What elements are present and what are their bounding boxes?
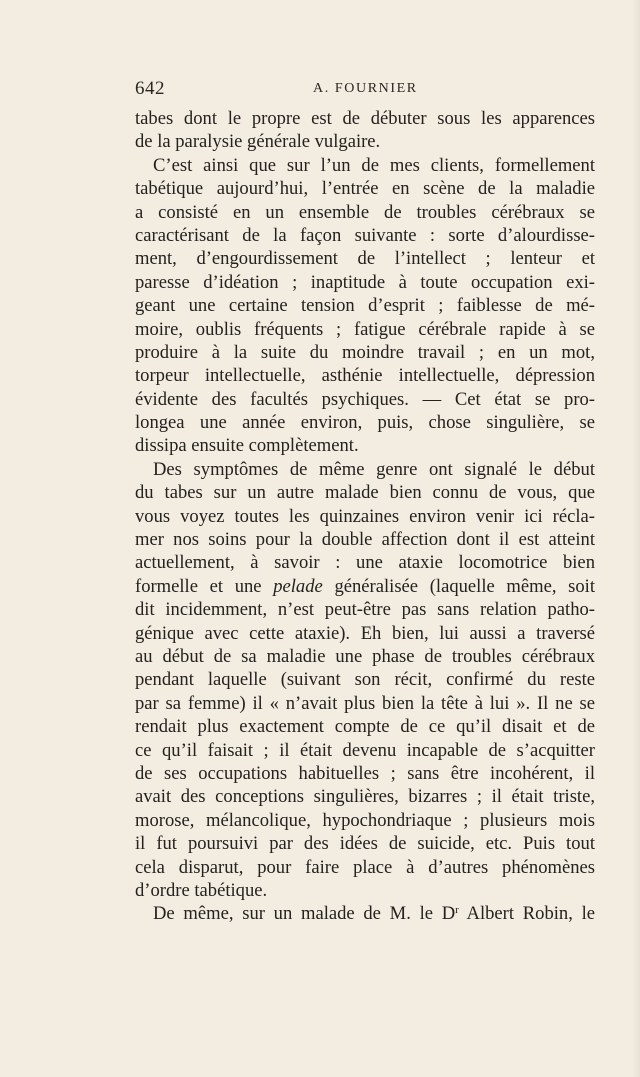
text-line: évidente des facultés psychiques. — Cet état se pro- (135, 388, 595, 410)
text-line: au début de sa maladie une phase de troubles cérébraux (135, 645, 595, 667)
text-line: pendant laquelle (suivant son récit, confirmé du reste (135, 669, 595, 691)
text-line: geant une certaine tension d’esprit ; faiblesse de mé- (135, 295, 595, 317)
text-fragment: formelle et une (135, 575, 262, 597)
text-line: produire à la suite du moindre travail ; en un mot, (135, 341, 595, 363)
page-number: 642 (135, 78, 165, 99)
text-line: du tabes sur un autre malade bien connu de vous, que (135, 482, 595, 504)
text-line: actuellement, à savoir : une ataxie locomotrice bien (135, 552, 595, 574)
text-line: génique avec cette ataxie). Eh bien, lui aussi a traversé (135, 622, 595, 644)
text-line: tabes dont le propre est de débuter sous les apparences (135, 108, 595, 129)
text-line: morose, mélancolique, hypochondriaque ; plusieurs mois (135, 809, 595, 831)
text-line: de ses occupations habituelles ; sans être incohérent, il (135, 762, 595, 784)
page-header (135, 78, 595, 102)
text-line: vous voyez toutes les quinzaines environ venir ici récla- (135, 505, 595, 527)
text-line: d’ordre tabétique. (135, 879, 268, 901)
text-line: a consisté en un ensemble de troubles cérébraux se (135, 201, 595, 223)
text-line (135, 902, 595, 925)
text-fragment: De même, sur un malade de M. le D (153, 903, 456, 925)
text-line: moire, oublis fréquents ; fatigue cérébrale rapide à se (135, 318, 595, 340)
text-line: paresse d’idéation ; inaptitude à toute occupation exi- (135, 271, 595, 293)
text-line: de la paralysie générale vulgaire. (135, 131, 381, 153)
text-line: cela disparut, pour faire place à d’autres phénomènes (135, 856, 595, 878)
running-head: A. FOURNIER (313, 81, 418, 96)
text-line: rendait plus exactement compte de ce qu’il disait et de (135, 716, 595, 738)
page-edge-shadow (632, 0, 640, 1077)
text-line: caractérisant de la façon suivante : sorte d’alourdisse- (135, 224, 595, 246)
text-line: dissipa ensuite complètement. (135, 435, 359, 457)
text-fragment: Albert Robin, le (466, 903, 596, 925)
text-line: longea une année environ, puis, chose singulière, se (135, 412, 595, 434)
text-line: mer nos soins pour la double affection dont il est atteint (135, 529, 595, 551)
text-line: Des symptômes de même genre ont signalé le début (153, 458, 595, 480)
text-line: il fut poursuivi par des idées de suicide, etc. Puis tout (135, 833, 595, 855)
text-line: par sa femme) il « n’avait plus bien la tête à lui ». Il ne se (135, 692, 595, 714)
superscript: r (455, 904, 459, 917)
text-line: avait des conceptions singulières, bizarres ; il était triste, (135, 786, 595, 808)
text-line: tabétique aujourd’hui, l’entrée en scène de la maladie (135, 178, 595, 200)
text-line (135, 575, 595, 598)
text-line: dit incidemment, n’est peut-être pas sans relation patho- (135, 599, 595, 621)
text-line: C’est ainsi que sur l’un de mes clients, formellement (153, 154, 595, 176)
body-text (135, 107, 595, 926)
text-line: ment, d’engourdissement de l’intellect ; lenteur et (135, 248, 595, 270)
text-fragment: généralisée (laquelle même, soit (334, 575, 595, 597)
italic-term: pelade (273, 575, 323, 597)
text-line: ce qu’il faisait ; il était devenu incapable de s’acquitter (135, 739, 595, 761)
text-line: torpeur intellectuelle, asthénie intellectuelle, dépression (135, 365, 595, 387)
